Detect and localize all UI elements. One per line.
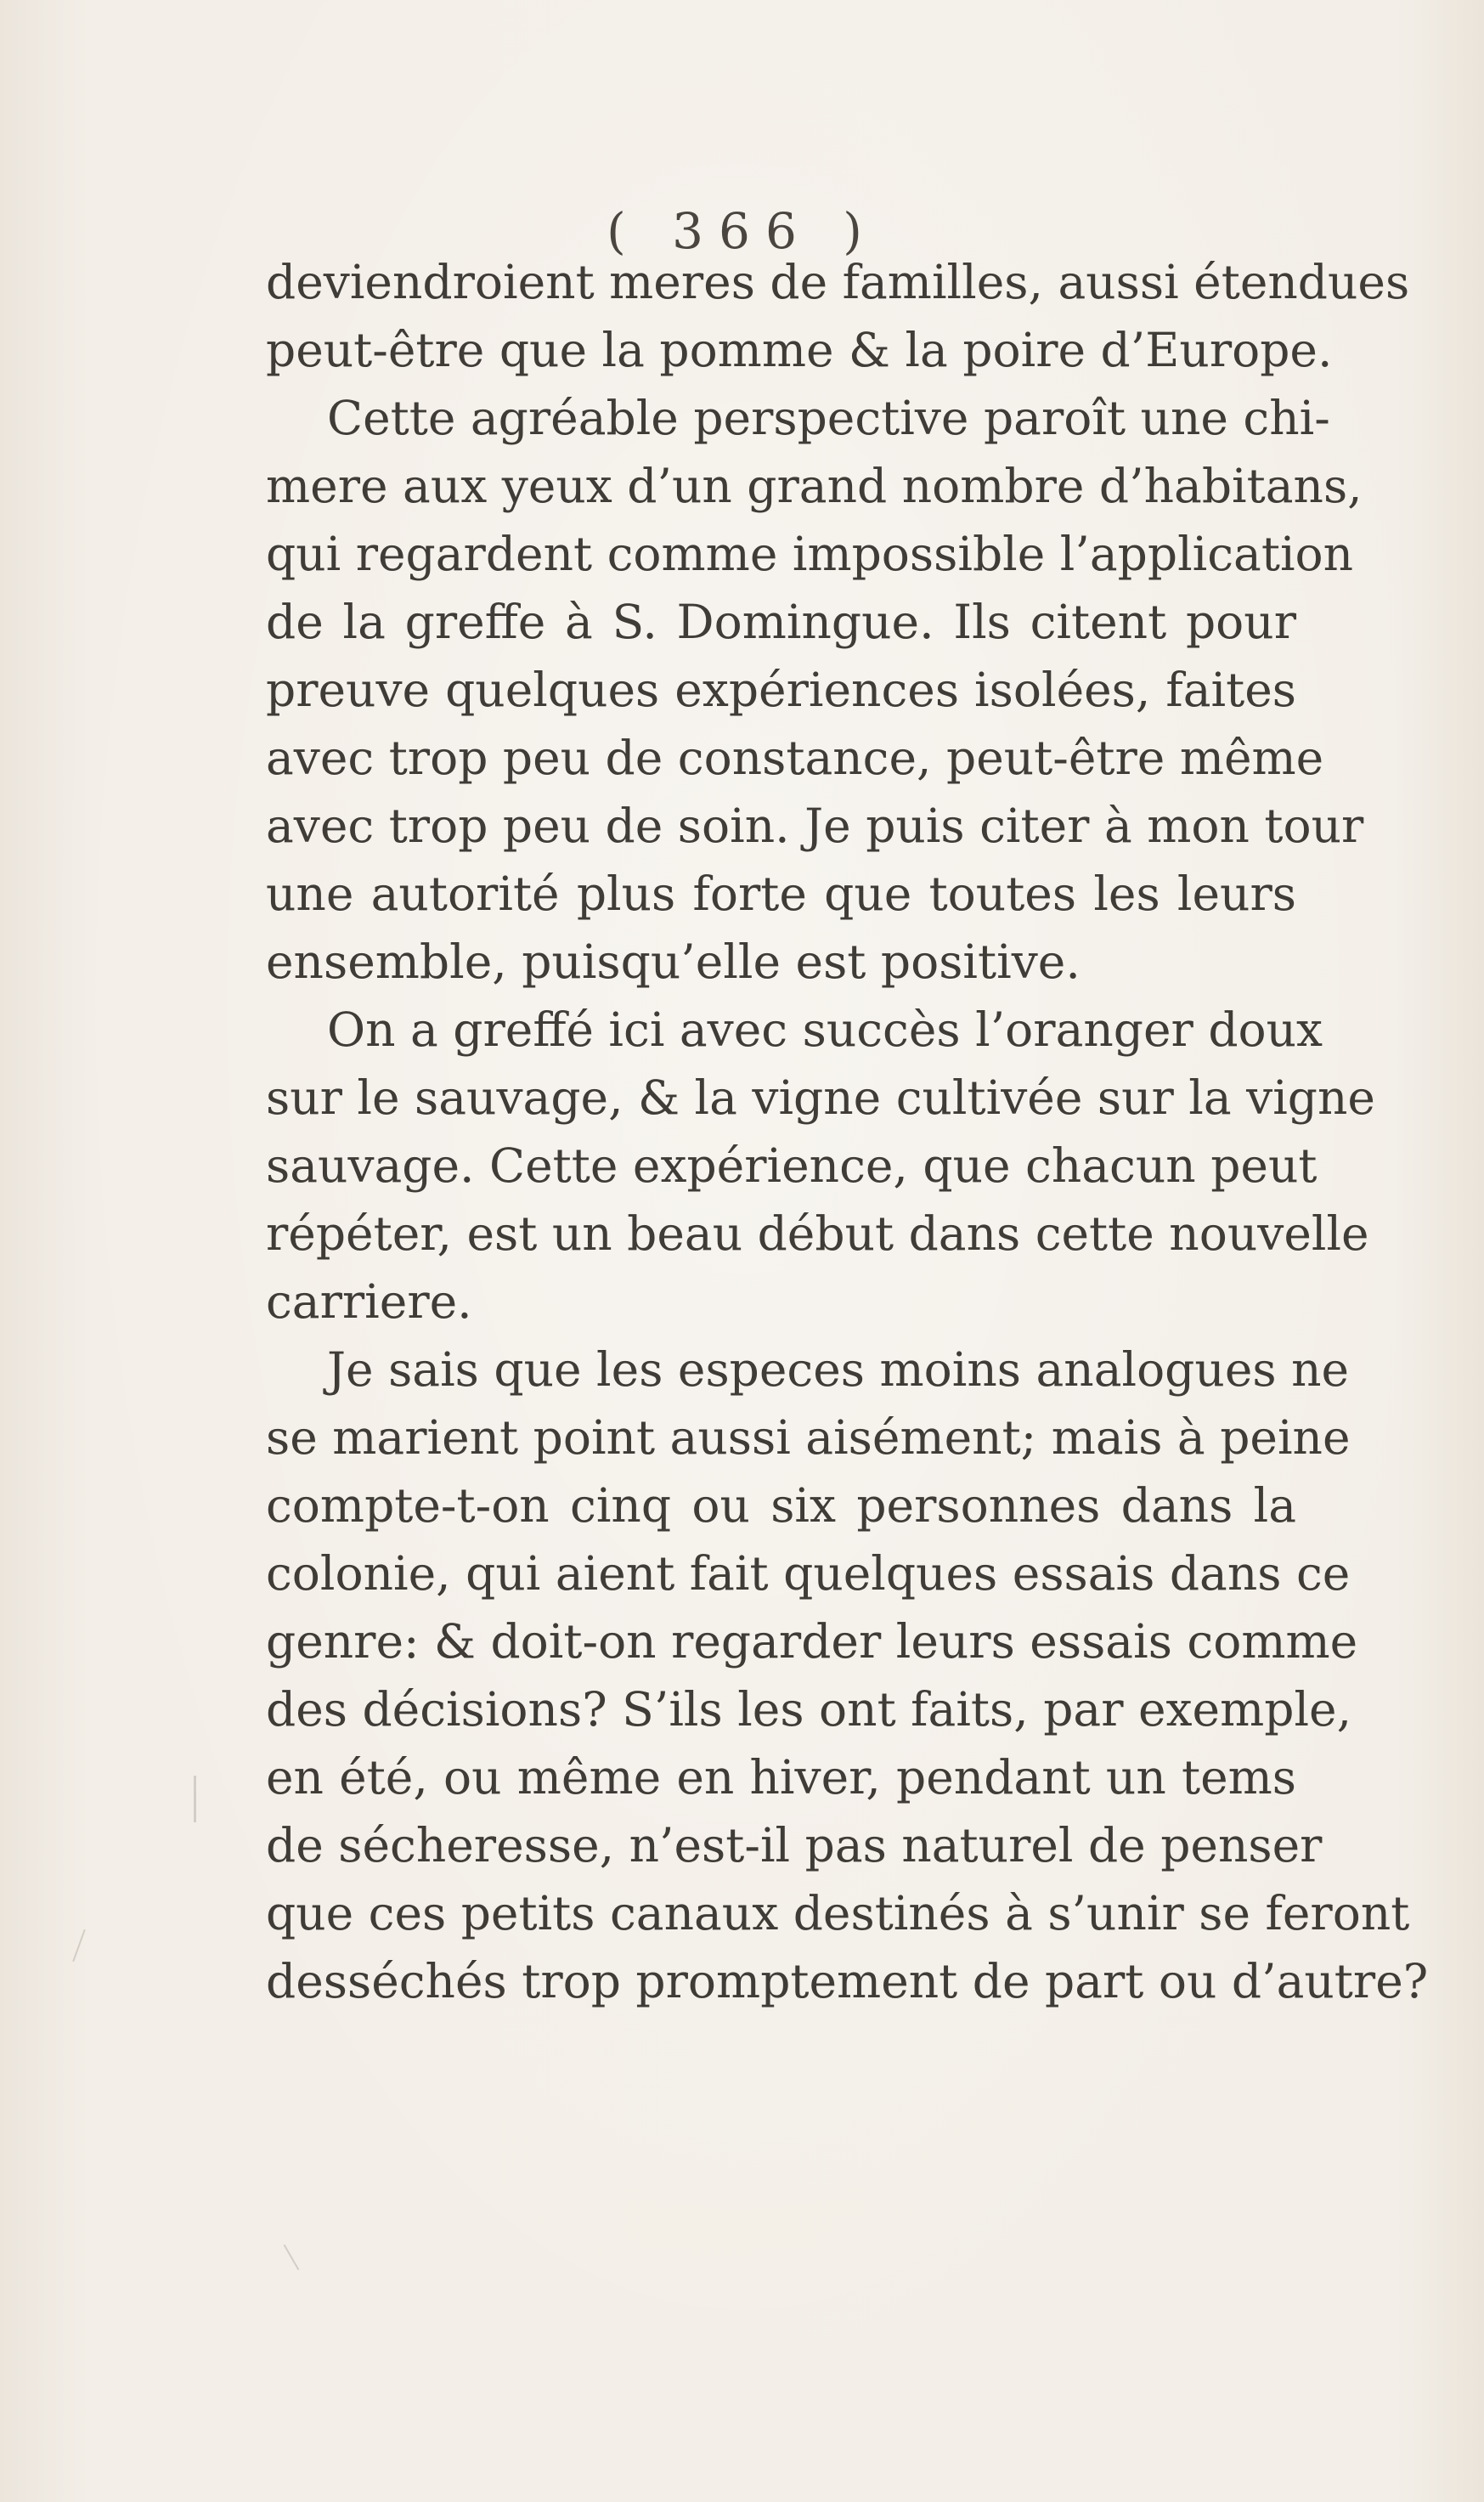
page-number: ( 366 ) — [607, 202, 877, 260]
text-line: sur le sauvage, & la vigne cultivée sur la vigne — [266, 1070, 1375, 1125]
text-line: mere aux yeux d’un grand nombre d’habitans, — [266, 459, 1363, 513]
text-line: avec trop peu de constance, peut-être même — [266, 731, 1324, 785]
paper-blemish — [72, 1929, 86, 1962]
text-line: ensemble, puisqu’elle est positive. — [266, 935, 1081, 989]
text-line: desséchés trop promptement de part ou d’autre? — [266, 1954, 1429, 2008]
text-line: Je sais que les especes moins analogues ne — [327, 1342, 1350, 1397]
paper-blemish — [194, 1776, 196, 1822]
text-line: qui regardent comme impossible l’application — [266, 527, 1354, 581]
text-line: colonie, qui aient fait quelques essais dans ce — [266, 1546, 1351, 1601]
text-line: de sécheresse, n’est-il pas naturel de penser — [266, 1818, 1323, 1872]
text-line: On a greffé ici avec succès l’oranger doux — [327, 1002, 1323, 1057]
body-text — [266, 248, 1429, 2015]
text-line: genre: & doit-on regarder leurs essais comme — [266, 1614, 1358, 1669]
paper-blemish — [284, 2245, 300, 2270]
text-line: de la greffe à S. Domingue. Ils citent pour — [266, 595, 1296, 649]
text-line: des décisions? S’ils les ont faits, par exemple, — [266, 1682, 1352, 1737]
text-line: une autorité plus forte que toutes les leurs — [266, 867, 1296, 921]
text-line: peut-être que la pomme & la poire d’Europe. — [266, 323, 1333, 377]
text-line: avec trop peu de soin. Je puis citer à mon tour — [266, 799, 1364, 853]
text-line: Cette agréable perspective paroît une chi- — [327, 391, 1330, 445]
text-line: répéter, est un beau début dans cette nouvelle — [266, 1206, 1369, 1261]
text-line: deviendroient meres de familles, aussi étendues — [266, 255, 1410, 309]
text-line: sauvage. Cette expérience, que chacun peut — [266, 1138, 1318, 1193]
text-line: preuve quelques expériences isolées, faites — [266, 663, 1296, 717]
text-line: se marient point aussi aisément; mais à peine — [266, 1410, 1351, 1465]
text-line: que ces petits canaux destinés à s’unir se feront — [266, 1886, 1410, 1940]
text-line: compte-t-on cinq ou six personnes dans la — [266, 1478, 1296, 1533]
text-line: carriere. — [266, 1274, 472, 1329]
text-line: en été, ou même en hiver, pendant un tems — [266, 1750, 1296, 1804]
